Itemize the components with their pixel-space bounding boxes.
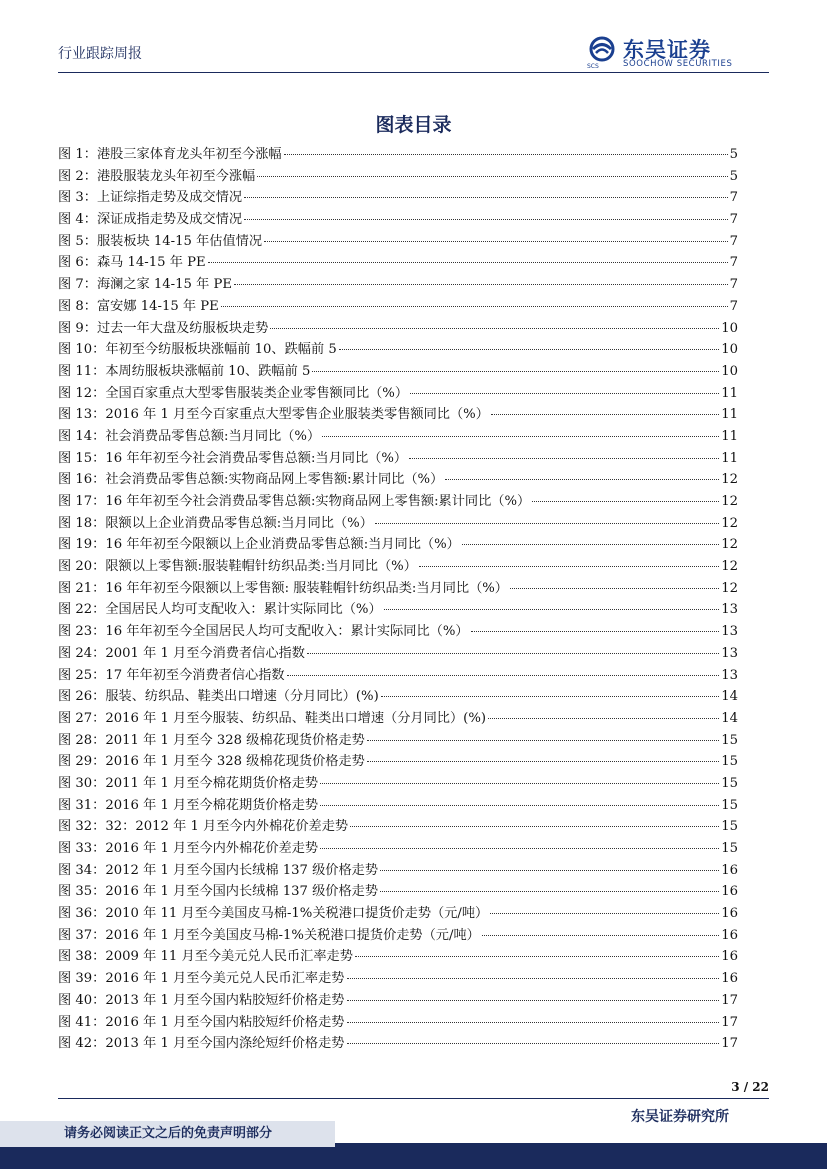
toc-leader-dots bbox=[347, 1000, 720, 1001]
toc-leader-dots bbox=[347, 978, 720, 979]
toc-entry-label: 图 34：2012 年 1 月至今国内长绒棉 137 级价格走势 bbox=[58, 862, 379, 878]
toc-entry[interactable] bbox=[58, 469, 738, 491]
logo-name-en: SOOCHOW SECURITIES bbox=[623, 59, 733, 69]
toc-entry-page: 12 bbox=[721, 494, 738, 509]
toc-entry[interactable] bbox=[58, 231, 738, 253]
toc-entry-label: 图 10：年初至今纺服板块涨幅前 10、跌幅前 5 bbox=[58, 342, 337, 358]
toc-leader-dots bbox=[419, 566, 719, 567]
toc-entry-page: 15 bbox=[721, 754, 738, 770]
toc-leader-dots bbox=[320, 805, 719, 806]
toc-entry-label: 图 17：16 年年初至今社会消费品零售总额:实物商品网上零售额:累计同比（%） bbox=[58, 494, 531, 509]
toc-entry-label: 图 39：2016 年 1 月至今美元兑人民币汇率走势 bbox=[58, 971, 345, 987]
toc-entry-label: 图 20：限额以上零售额:服装鞋帽针纺织品类:当月同比（%） bbox=[58, 559, 417, 575]
toc-entry[interactable] bbox=[58, 361, 738, 383]
toc-leader-dots bbox=[244, 197, 728, 198]
toc-leader-dots bbox=[312, 371, 719, 372]
toc-entry-page: 16 bbox=[721, 862, 738, 878]
toc-leader-dots bbox=[320, 783, 719, 784]
toc-leader-dots bbox=[287, 675, 720, 676]
toc-entry[interactable] bbox=[58, 383, 738, 405]
toc-entry-label: 图 19：16 年年初至今限额以上企业消费品零售总额:当月同比（%） bbox=[58, 537, 460, 553]
toc-entry-page: 10 bbox=[721, 363, 738, 379]
toc-leader-dots bbox=[380, 891, 719, 892]
toc-leader-dots bbox=[532, 501, 719, 502]
toc-entry-label: 图 12：全国百家重点大型零售服装类企业零售额同比（%） bbox=[58, 385, 409, 401]
toc-entry-page: 17 bbox=[721, 1036, 738, 1052]
toc-entry-label: 图 9：过去一年大盘及纺服板块走势 bbox=[58, 320, 269, 336]
toc-entry-label: 图 22：全国居民人均可支配收入：累计实际同比（%） bbox=[58, 602, 382, 618]
toc-leader-dots bbox=[347, 1022, 720, 1023]
toc-entry[interactable] bbox=[58, 534, 738, 556]
toc-entry-label: 图 21：16 年年初至今限额以上零售额: 服装鞋帽针纺织品类:当月同比（%） bbox=[58, 580, 508, 596]
toc-leader-dots bbox=[380, 870, 719, 871]
toc-entry-page: 15 bbox=[721, 775, 738, 791]
toc-entry-label: 图 35：2016 年 1 月至今国内长绒棉 137 级价格走势 bbox=[58, 884, 379, 900]
toc-entry[interactable] bbox=[58, 946, 738, 968]
toc-entry[interactable] bbox=[58, 448, 738, 470]
toc-leader-dots bbox=[270, 328, 719, 329]
toc-entry[interactable] bbox=[58, 751, 738, 773]
toc-entry-label: 图 4：深证成指走势及成交情况 bbox=[58, 212, 243, 228]
toc-entry[interactable] bbox=[58, 296, 738, 318]
toc-entry[interactable] bbox=[58, 838, 738, 860]
toc-entry-label: 图 24：2001 年 1 月至今消费者信心指数 bbox=[58, 645, 305, 661]
toc-entry-page: 10 bbox=[721, 320, 738, 336]
toc-entry[interactable] bbox=[58, 187, 738, 209]
toc-leader-dots bbox=[264, 241, 728, 242]
toc-leader-dots bbox=[234, 284, 728, 285]
toc-entry-label: 图 6：森马 14-15 年 PE bbox=[58, 255, 206, 271]
toc-entry[interactable] bbox=[58, 730, 738, 752]
toc-entry-page: 7 bbox=[729, 190, 738, 206]
toc-entry[interactable] bbox=[58, 144, 738, 166]
toc-entry[interactable] bbox=[58, 491, 738, 513]
toc-entry[interactable] bbox=[58, 339, 738, 361]
page-number: 3 / 22 bbox=[731, 1080, 769, 1094]
page-title: 图表目录 bbox=[375, 114, 452, 136]
toc-entry-label: 图 13：2016 年 1 月至今百家重点大型零售企业服装类零售额同比（%） bbox=[58, 407, 489, 423]
toc-entry-page: 15 bbox=[721, 841, 738, 856]
toc-leader-dots bbox=[355, 956, 719, 957]
toc-leader-dots bbox=[471, 631, 720, 632]
toc-entry-page: 12 bbox=[721, 559, 738, 575]
toc-entry-label: 图 7：海澜之家 14-15 年 PE bbox=[58, 277, 232, 293]
toc-entry[interactable] bbox=[58, 795, 738, 817]
toc-entry[interactable] bbox=[58, 665, 738, 687]
toc-entry-page: 12 bbox=[721, 515, 738, 531]
toc-leader-dots bbox=[221, 306, 728, 307]
report-type: 行业跟踪周报 bbox=[58, 46, 142, 62]
toc-entry-label: 图 15：16 年年初至今社会消费品零售总额:当月同比（%） bbox=[58, 450, 408, 466]
toc-entry-label: 图 30：2011 年 1 月至今棉花期货价格走势 bbox=[58, 775, 319, 791]
toc-leader-dots bbox=[350, 826, 719, 827]
toc-entry-label: 图 33：2016 年 1 月至今内外棉花价差走势 bbox=[58, 841, 319, 856]
toc-entry-label: 图 8：富安娜 14-15 年 PE bbox=[58, 298, 219, 314]
toc-entry[interactable] bbox=[58, 513, 738, 535]
toc-leader-dots bbox=[490, 913, 719, 914]
toc-entry-label: 图 36：2010 年 11 月至今美国皮马棉-1%关税港口提货价走势（元/吨） bbox=[58, 906, 489, 922]
toc-entry-page: 11 bbox=[721, 407, 738, 423]
toc-leader-dots bbox=[322, 436, 719, 437]
toc-entry-page: 15 bbox=[721, 797, 738, 813]
toc-entry[interactable] bbox=[58, 209, 738, 231]
toc-entry-page: 17 bbox=[721, 1014, 738, 1030]
toc-leader-dots bbox=[510, 588, 719, 589]
toc-leader-dots bbox=[384, 609, 720, 610]
toc-entry[interactable] bbox=[58, 881, 738, 903]
toc-entry-page: 16 bbox=[721, 949, 738, 965]
toc-entry-label: 图 32：32：2012 年 1 月至今内外棉花价差走势 bbox=[58, 819, 349, 835]
toc-leader-dots bbox=[208, 262, 728, 263]
toc-entry[interactable] bbox=[58, 426, 738, 448]
toc-entry-label: 图 41：2016 年 1 月至今国内粘胶短纤价格走势 bbox=[58, 1014, 345, 1030]
toc-entry-label: 图 23：16 年年初至今全国居民人均可支配收入：累计实际同比（%） bbox=[58, 624, 469, 640]
toc-entry-label: 图 37：2016 年 1 月至今美国皮马棉-1%关税港口提货价走势（元/吨） bbox=[58, 927, 480, 943]
toc-leader-dots bbox=[367, 761, 719, 762]
toc-entry-page: 7 bbox=[729, 233, 738, 249]
toc-entry-label: 图 18：限额以上企业消费品零售总额:当月同比（%） bbox=[58, 515, 373, 531]
toc-leader-dots bbox=[462, 544, 719, 545]
toc-entry[interactable] bbox=[58, 925, 738, 947]
toc-entry[interactable] bbox=[58, 578, 738, 600]
toc-entry-page: 11 bbox=[721, 428, 738, 444]
toc-entry[interactable] bbox=[58, 686, 738, 708]
toc-entry[interactable] bbox=[58, 1033, 738, 1055]
toc-entry-label: 图 40：2013 年 1 月至今国内粘胶短纤价格走势 bbox=[58, 992, 345, 1008]
toc-leader-dots bbox=[482, 935, 719, 936]
toc-entry-label: 图 42：2013 年 1 月至今国内涤纶短纤价格走势 bbox=[58, 1036, 345, 1052]
toc-entry-page: 16 bbox=[721, 884, 738, 900]
footer-organization: 东吴证券研究所 bbox=[631, 1109, 729, 1125]
toc-entry-page: 14 bbox=[721, 689, 738, 705]
toc-entry[interactable] bbox=[58, 599, 738, 621]
toc-entry[interactable] bbox=[58, 708, 738, 730]
disclaimer-note: 请务必阅读正文之后的免责声明部分 bbox=[0, 1121, 335, 1147]
toc-entry-label: 图 38：2009 年 11 月至今美元兑人民币汇率走势 bbox=[58, 949, 353, 965]
toc-entry[interactable] bbox=[58, 860, 738, 882]
toc-entry-page: 11 bbox=[721, 450, 738, 466]
toc-entry-page: 11 bbox=[721, 385, 738, 401]
toc-entry[interactable] bbox=[58, 252, 738, 274]
toc-entry[interactable] bbox=[58, 773, 738, 795]
toc-leader-dots bbox=[488, 718, 719, 719]
toc-leader-dots bbox=[375, 523, 719, 524]
toc-entry-label: 图 2：港股服装龙头年初至今涨幅 bbox=[58, 168, 256, 184]
toc-entry-page: 13 bbox=[721, 667, 738, 683]
toc-entry-page: 12 bbox=[721, 537, 738, 553]
toc-leader-dots bbox=[339, 349, 720, 350]
brand-logo bbox=[587, 36, 757, 70]
toc-entry[interactable] bbox=[58, 1012, 738, 1034]
toc-entry[interactable] bbox=[58, 318, 738, 340]
toc-leader-dots bbox=[491, 414, 719, 415]
toc-entry-page: 7 bbox=[729, 298, 738, 314]
toc-leader-dots bbox=[320, 848, 719, 849]
toc-leader-dots bbox=[257, 176, 727, 177]
toc-entry-page: 17 bbox=[721, 992, 738, 1008]
toc-entry-label: 图 25：17 年年初至今消费者信心指数 bbox=[58, 667, 285, 683]
toc-entry-page: 16 bbox=[721, 906, 738, 922]
toc-entry-page: 7 bbox=[729, 212, 738, 228]
logo-name-cn: 东吴证券 bbox=[623, 38, 711, 62]
logo-abbr: SCS bbox=[587, 63, 599, 70]
toc-entry[interactable] bbox=[58, 968, 738, 990]
toc-entry-label: 图 14：社会消费品零售总额:当月同比（%） bbox=[58, 428, 321, 444]
toc-leader-dots bbox=[409, 458, 719, 459]
toc-entry-page: 15 bbox=[721, 732, 738, 748]
toc-entry-page: 7 bbox=[729, 277, 738, 293]
toc-entry-page: 16 bbox=[721, 971, 738, 987]
toc-entry-page: 5 bbox=[729, 168, 738, 184]
table-of-figures bbox=[58, 144, 738, 1055]
toc-entry-label: 图 28：2011 年 1 月至今 328 级棉花现货价格走势 bbox=[58, 732, 365, 748]
toc-leader-dots bbox=[284, 154, 728, 155]
toc-leader-dots bbox=[244, 219, 728, 220]
toc-entry-page: 16 bbox=[721, 927, 738, 943]
toc-entry[interactable] bbox=[58, 404, 738, 426]
toc-leader-dots bbox=[307, 653, 719, 654]
toc-entry-label: 图 1：港股三家体育龙头年初至今涨幅 bbox=[58, 147, 282, 162]
toc-entry[interactable] bbox=[58, 621, 738, 643]
toc-entry-page: 13 bbox=[721, 624, 738, 640]
toc-entry-label: 图 29：2016 年 1 月至今 328 级棉花现货价格走势 bbox=[58, 754, 365, 770]
toc-entry-page: 5 bbox=[729, 147, 738, 162]
toc-leader-dots bbox=[381, 696, 719, 697]
toc-entry[interactable] bbox=[58, 556, 738, 578]
toc-entry-page: 7 bbox=[729, 255, 738, 271]
toc-entry-page: 13 bbox=[721, 602, 738, 618]
toc-entry[interactable] bbox=[58, 166, 738, 188]
toc-entry-label: 图 3：上证综指走势及成交情况 bbox=[58, 190, 243, 206]
toc-entry[interactable] bbox=[58, 816, 738, 838]
toc-leader-dots bbox=[347, 1043, 720, 1044]
toc-entry-page: 14 bbox=[721, 710, 738, 726]
toc-entry-page: 13 bbox=[721, 645, 738, 661]
toc-leader-dots bbox=[367, 740, 719, 741]
toc-entry-page: 15 bbox=[721, 819, 738, 835]
toc-entry-label: 图 16：社会消费品零售总额:实物商品网上零售额:累计同比（%） bbox=[58, 472, 444, 488]
toc-entry-page: 12 bbox=[721, 472, 738, 488]
toc-entry-page: 12 bbox=[721, 580, 738, 596]
toc-entry-label: 图 11：本周纺服板块涨幅前 10、跌幅前 5 bbox=[58, 363, 311, 379]
toc-entry[interactable] bbox=[58, 643, 738, 665]
toc-leader-dots bbox=[445, 479, 719, 480]
toc-entry[interactable] bbox=[58, 990, 738, 1012]
logo-mark-icon bbox=[587, 36, 617, 66]
toc-entry[interactable] bbox=[58, 274, 738, 296]
toc-entry[interactable] bbox=[58, 903, 738, 925]
toc-entry-page: 10 bbox=[721, 342, 738, 358]
toc-entry-label: 图 27：2016 年 1 月至今服装、纺织品、鞋类出口增速（分月同比）(%) bbox=[58, 710, 487, 726]
header-divider bbox=[58, 72, 769, 73]
footer-divider bbox=[58, 1098, 769, 1099]
toc-leader-dots bbox=[410, 393, 719, 394]
toc-entry-label: 图 31：2016 年 1 月至今棉花期货价格走势 bbox=[58, 797, 319, 813]
toc-entry-label: 图 5：服装板块 14-15 年估值情况 bbox=[58, 233, 263, 249]
toc-entry-label: 图 26：服装、纺织品、鞋类出口增速（分月同比）(%) bbox=[58, 689, 379, 705]
